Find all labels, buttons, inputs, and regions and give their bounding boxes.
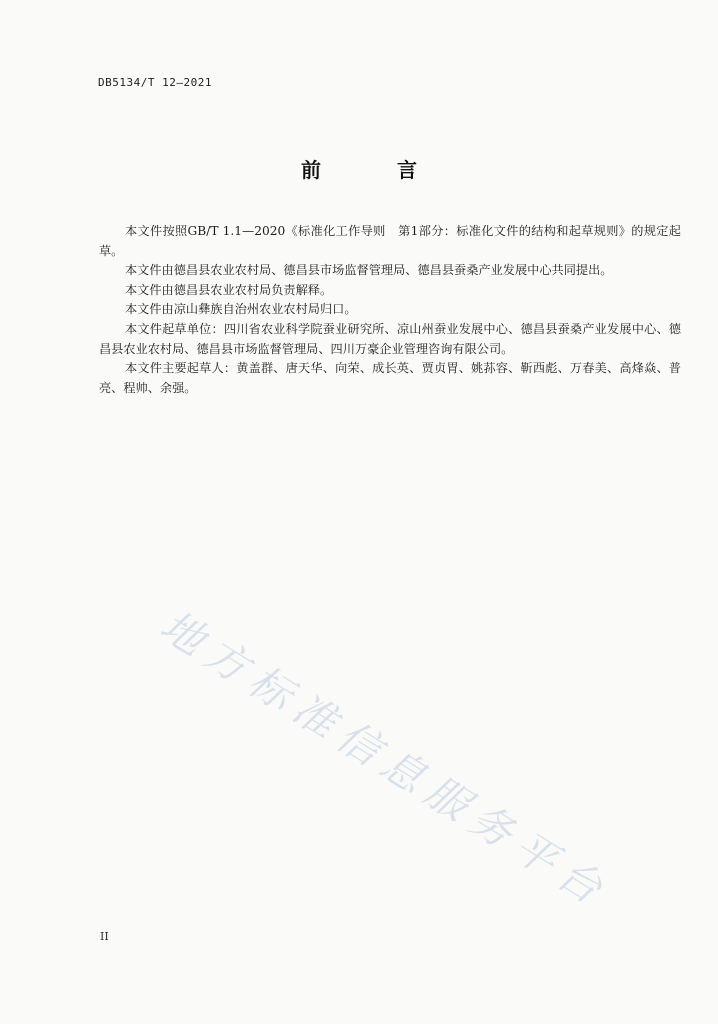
paragraph-proposer: 本文件由德昌县农业农村局、德昌县市场监督管理局、德昌县蚕桑产业发展中心共同提出。 bbox=[125, 263, 613, 278]
paragraph-drafting-units: 本文件起草单位：四川省农业科学院蚕业研究所、凉山州蚕业发展中心、德昌县蚕桑产业发展中心、德昌县农业农村局、德昌县市场监督管理局、四川万豪企业管理咨询有限公司。 bbox=[99, 321, 681, 356]
page-title: 前 言 bbox=[301, 158, 445, 182]
paragraph-centralized-unit: 本文件由凉山彝族自治州农业农村局归口。 bbox=[125, 302, 357, 317]
standard-code: DB5134/T 12—2021 bbox=[98, 76, 212, 89]
watermark: 地方标准信息服务平台 bbox=[151, 600, 619, 918]
paragraph-interpretation: 本文件由德昌县农业农村局负责解释。 bbox=[125, 282, 333, 297]
paragraph-main-drafters: 本文件主要起草人：黄盖群、唐天华、向荣、成长英、贾贞胃、姚荪容、靳西彪、万春美、高烽焱、普亮、程帅、余强。 bbox=[99, 361, 681, 395]
document-body bbox=[99, 222, 681, 398]
paragraph-drafting-basis: 本文件按照GB/T 1.1—2020《标准化工作导则 第1部分：标准化文件的结构和起草规则》的规定起草。 bbox=[99, 224, 681, 258]
page-number: II bbox=[100, 930, 109, 943]
